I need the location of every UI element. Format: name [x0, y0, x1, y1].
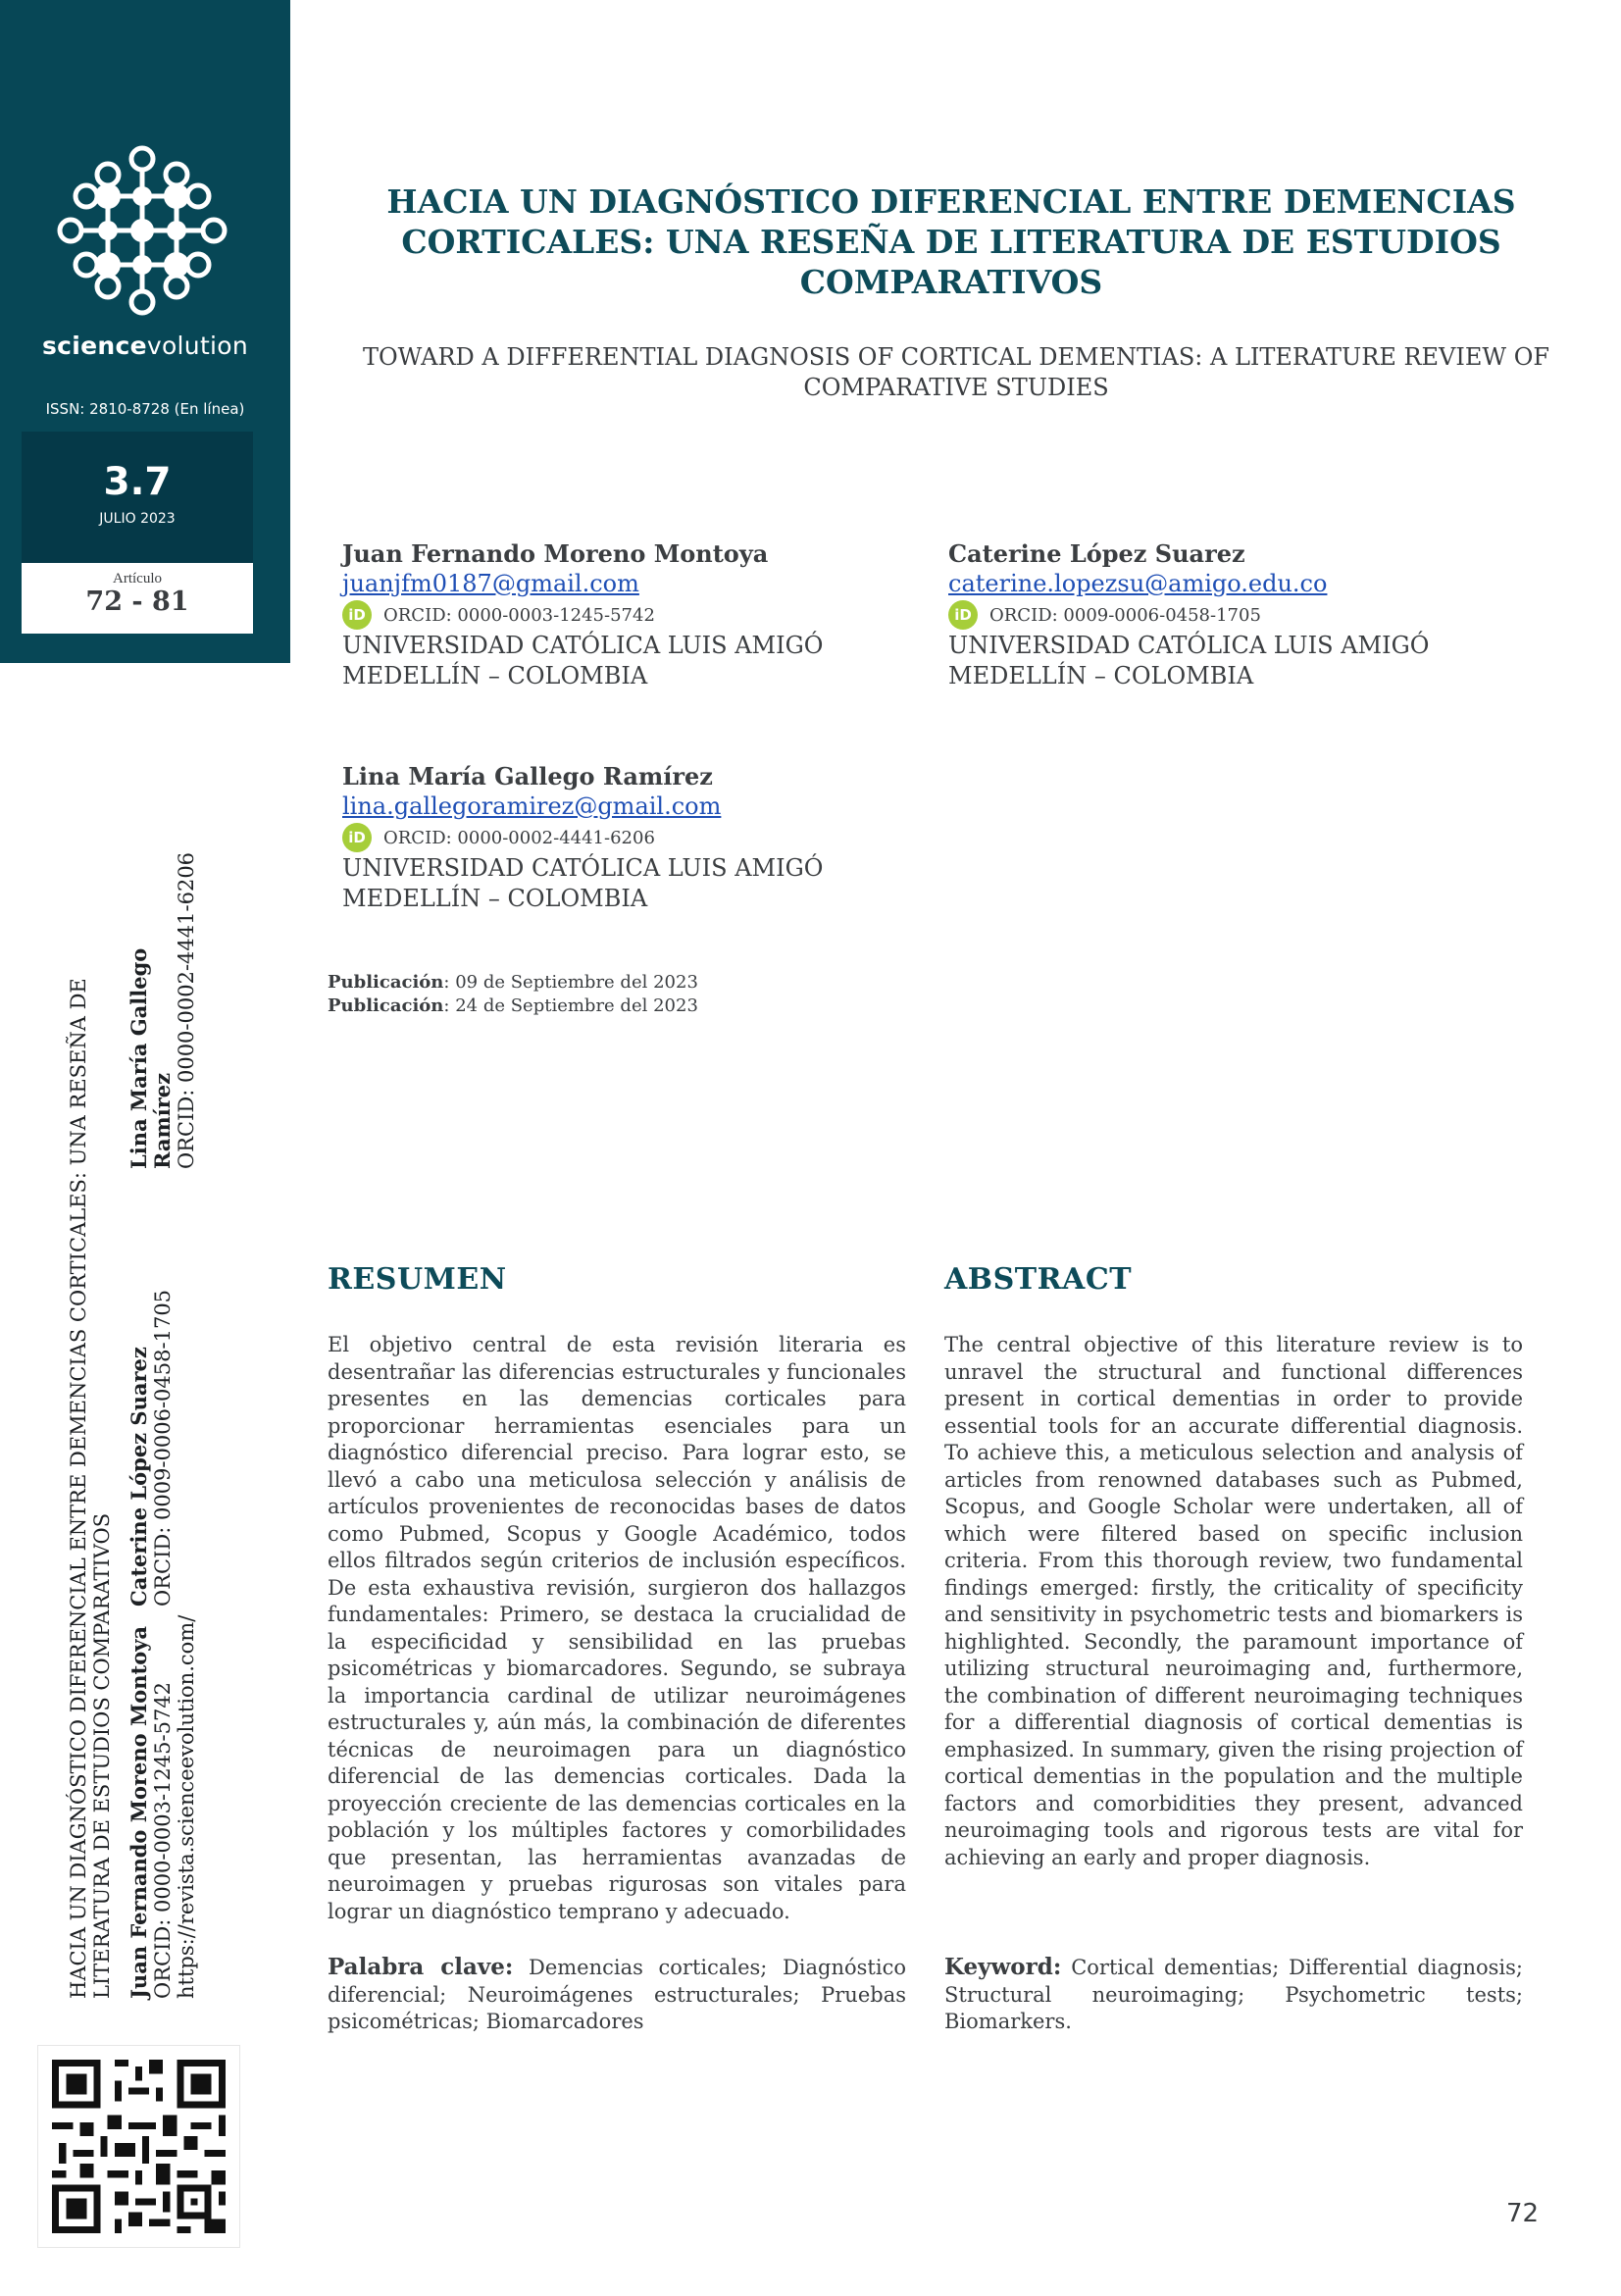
- author-name: Caterine López Suarez: [948, 539, 1245, 568]
- article-label: Artículo: [113, 571, 162, 587]
- publication-dates: [328, 971, 698, 1018]
- orcid-row: [342, 822, 931, 853]
- side-title: HACIA UN DIAGNÓSTICO DIFERENCIAL ENTRE DEMENCIAS CORTICALES: UNA RESEÑA DE LITERATURA DE ESTUDIOS COMPARATIVOS: [67, 978, 114, 1999]
- author-location: MEDELLÍN – COLOMBIA: [342, 885, 648, 912]
- article-pages: 72 - 81: [85, 587, 189, 617]
- resumen-text: El objetivo central de esta revisión literaria es desentrañar las diferencias estructurales y funcionales presentes en las demencias corticales para proporcionar herramientas esenciales para un diagnóstico diferencial preciso. Para lograr esto, se llevó a cabo una meticulosa selección y análisis de artículos provenientes de reconocidas bases de datos como Pubmed, Scopus y Google Académico, todos ellos filtrados según criterios de inclusión específicos. De esta exhaustiva revisión, surgieron dos hallazgos fundamentales: Primero, se destaca la crucialidad de la especificidad y sensibilidad en las pruebas psicométricas y biomarcadores. Segundo, se subraya la importancia cardinal de utilizar neuroimágenes estructurales y, aún más, la combinación de diferentes técnicas de neuroimagen para un diagnóstico diferencial de las demencias corticales. Dada la proyección creciente de las demencias corticales en la población y los múltiples factores y comorbilidades que presentan, las herramientas avanzadas de neuroimagen y pruebas rigurosas son vitales para lograr un diagnóstico temprano y adecuado.: [328, 1333, 906, 1923]
- paper-subtitle: TOWARD A DIFFERENTIAL DIAGNOSIS OF CORTICAL DEMENTIAS: A LITERATURE REVIEW OF COMPARATIVE STUDIES: [362, 343, 1550, 401]
- journal-brand: sciencevolution: [41, 332, 249, 360]
- abstract-keywords: Keyword: Cortical dementias; Differential diagnosis; Structural neuroimaging; Psychometric tests; Biomarkers.: [944, 1954, 1523, 2033]
- orcid-icon[interactable]: iD: [342, 823, 372, 852]
- orcid-id: ORCID: 0009-0006-0458-1705: [989, 604, 1261, 626]
- molecule-logo-icon: [49, 137, 235, 324]
- side-author-block: Caterine López Suarez ORCID: 0009-0006-0458-1705: [127, 1289, 175, 1607]
- author-institution: UNIVERSIDAD CATÓLICA LUIS AMIGÓ: [342, 632, 824, 659]
- author-block: [948, 538, 1537, 691]
- page-number: 72: [1506, 2199, 1540, 2228]
- issue-box: [22, 432, 253, 563]
- author-location: MEDELLÍN – COLOMBIA: [342, 662, 648, 689]
- author-name: Juan Fernando Moreno Montoya: [342, 539, 769, 568]
- orcid-row: [342, 599, 931, 631]
- journal-sidebar: [0, 0, 290, 663]
- side-url[interactable]: https://revista.scienceevolution.com/: [175, 1614, 198, 1999]
- abstract-text: The central objective of this literature review is to unravel the structural and functional differences present in cortical dementias in order to provide essential tools for an accurate differential diagnosis. To achieve this, a meticulous selection and analysis of articles from renowned databases such as Pubmed, Scopus, and Google Scholar were undertaken, all of which were filtered based on specific inclusion criteria. From this thorough review, two fundamental findings emerged: firstly, the criticality of specificity and sensitivity in psychometric tests and biomarkers is highlighted. Secondly, the paramount importance of utilizing structural neuroimaging and, furthermore, the combination of different neuroimaging techniques for a differential diagnosis of cortical dementias is emphasized. In summary, given the rising projection of cortical dementias in the population and the multiple factors and comorbidities they present, advanced neuroimaging tools and rigorous tests are vital for achieving an early and proper diagnosis.: [944, 1333, 1523, 1869]
- paper-title: HACIA UN DIAGNÓSTICO DIFERENCIAL ENTRE DEMENCIAS CORTICALES: UNA RESEÑA DE LITERATURA DE ESTUDIOS COMPARATIVOS: [386, 182, 1516, 301]
- orcid-icon[interactable]: iD: [342, 600, 372, 630]
- publication-line: Publicación: 09 de Septiembre del 2023: [328, 972, 698, 993]
- resumen-heading: RESUMEN: [328, 1262, 507, 1297]
- orcid-id: ORCID: 0000-0002-4441-6206: [383, 827, 655, 848]
- author-block: [342, 538, 931, 691]
- author-email-link[interactable]: caterine.lopezsu@amigo.edu.co: [948, 570, 1328, 597]
- author-institution: UNIVERSIDAD CATÓLICA LUIS AMIGÓ: [948, 632, 1430, 659]
- author-email-link[interactable]: juanjfm0187@gmail.com: [342, 570, 639, 597]
- issue-date: JULIO 2023: [99, 511, 176, 527]
- article-box: [22, 563, 253, 634]
- orcid-icon[interactable]: iD: [948, 600, 978, 630]
- qr-code[interactable]: [37, 2045, 240, 2248]
- orcid-row: [948, 599, 1537, 631]
- side-author-block: Lina María Gallego Ramírez ORCID: 0000-0002-4441-6206: [127, 851, 198, 1169]
- issn: ISSN: 2810-8728 (En línea): [45, 400, 245, 418]
- author-name: Lina María Gallego Ramírez: [342, 762, 713, 791]
- abstract-heading: ABSTRACT: [944, 1262, 1133, 1297]
- side-author-block: Juan Fernando Moreno Montoya ORCID: 0000-0003-1245-5742 https://revista.scienceevolution.com/: [127, 1614, 198, 1999]
- author-location: MEDELLÍN – COLOMBIA: [948, 662, 1254, 689]
- author-email-link[interactable]: lina.gallegoramirez@gmail.com: [342, 792, 722, 820]
- resumen-keywords: Palabra clave: Demencias corticales; Diagnóstico diferencial; Neuroimágenes estructurales; Pruebas psicométricas; Biomarcadores: [328, 1954, 906, 2033]
- author-block: [342, 761, 931, 914]
- author-institution: UNIVERSIDAD CATÓLICA LUIS AMIGÓ: [342, 854, 824, 882]
- publication-line: Publicación: 24 de Septiembre del 2023: [328, 995, 698, 1016]
- issue-number: 3.7: [103, 460, 172, 504]
- orcid-id: ORCID: 0000-0003-1245-5742: [383, 604, 655, 626]
